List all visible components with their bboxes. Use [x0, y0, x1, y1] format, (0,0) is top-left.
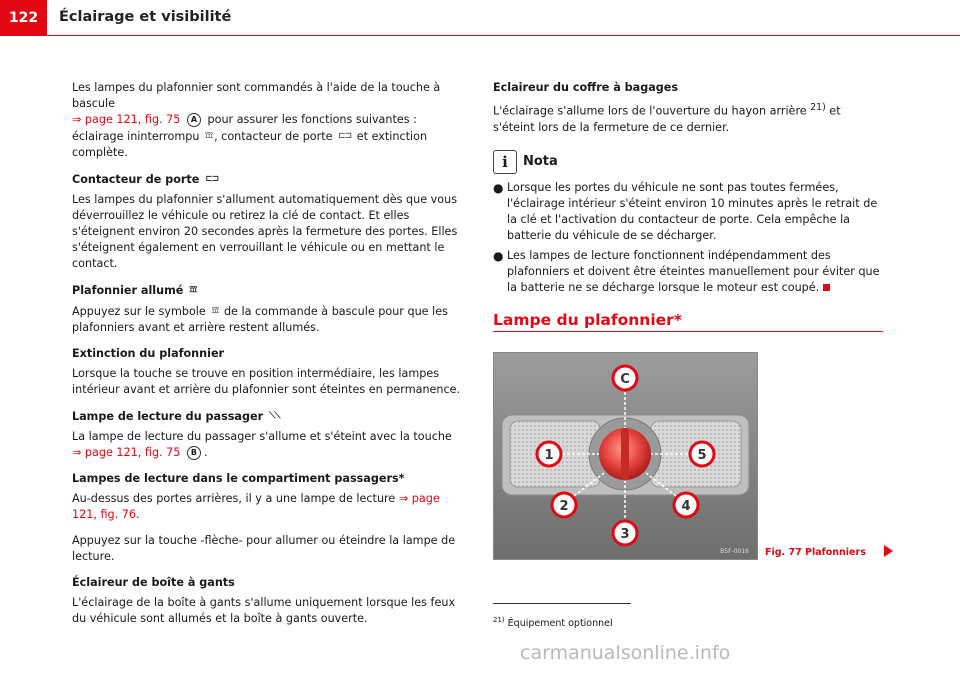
chapter-title: Éclairage et visibilité: [59, 9, 232, 25]
link-page-121-fig-75-b[interactable]: ⇒ page 121, fig. 75: [72, 446, 181, 459]
watermark: carmanualsonline.info: [520, 642, 731, 664]
heading-light-on: Plafonnier allumé ⟟⟟⟟: [72, 284, 197, 297]
ceiling-light-icon: ⟟⟟⟟: [205, 131, 213, 141]
boot-light-text: L'éclairage s'allume lors de l'ouverture du hayon arrière $^{21)}$ et s'éteint lors de la fermeture de ce dernier.: [493, 102, 841, 134]
ceiling-light-icon: ⟟⟟⟟: [189, 285, 197, 295]
next-page-arrow-icon[interactable]: [884, 545, 893, 557]
callout-4: 4: [681, 499, 691, 514]
figure-ceiling-lamp: [493, 352, 758, 560]
light-off-text: Lorsque la touche se trouve en position intermédiaire, les lampes intérieur avant et arrière du plafonnier sont éteintes en permanence.: [72, 367, 461, 396]
section-rule: [493, 331, 883, 332]
rear-reading-text-2: Appuyez sur la touche -flèche- pour allumer ou éteindre la lampe de lecture.: [72, 534, 456, 563]
figure-code: B5F-0016: [720, 548, 749, 555]
nota-bullet: ● Lorsque les portes du véhicule ne sont pas toutes fermées, l'éclairage intérieur s'éteint environ 10 minutes après le retrait de la clé et l'activation du contacteur de porte. Cela empêche la batterie du véhicule de se décharger.: [493, 180, 878, 242]
heading-rear-reading: Lampes de lecture dans le compartiment passagers*: [72, 472, 405, 485]
left-column: [72, 80, 467, 637]
heading-door-contact: Contacteur de porte ⊏⊐: [72, 173, 219, 186]
callout-5: 5: [697, 448, 707, 463]
figure-caption: Fig. 77 Plafonniers: [765, 547, 866, 558]
header-rule: [47, 35, 960, 36]
callout-b: B: [187, 446, 201, 460]
heading-light-off: Extinction du plafonnier: [72, 347, 225, 360]
nota-title: Nota: [523, 153, 558, 169]
callout-2: 2: [559, 499, 569, 514]
callout-a: A: [187, 113, 201, 127]
footnote: $^{21)}$ Équipement optionnel: [493, 616, 613, 630]
passenger-reading-text: La lampe de lecture du passager s'allume et s'éteint avec la touche ⇒ page 121, fig. 75 B .: [72, 430, 452, 459]
heading-passenger-reading: Lampe de lecture du passager ⟍⟍: [72, 410, 280, 423]
page-header: [0, 0, 960, 38]
page-number: 122: [0, 0, 47, 36]
ceiling-light-icon: ⟟⟟⟟: [211, 306, 219, 316]
intro-paragraph: Les lampes du plafonnier sont commandés à l'aide de la touche à bascule ⇒ page 121, fig. 75 A pour assurer les fonctions suivantes : éclairage ininterrompu ⟟⟟⟟ , contacteur de porte ⊏⊐ et extinction complète.: [72, 81, 441, 159]
footnote-rule: [493, 603, 631, 604]
end-of-section-icon: [823, 284, 830, 291]
section-title: Lampe du plafonnier*: [493, 311, 682, 329]
bullet-dot-icon: ●: [493, 248, 504, 263]
link-page-121-fig-75[interactable]: ⇒ page 121, fig. 75: [72, 113, 181, 126]
callout-c: C: [620, 372, 630, 387]
callout-3: 3: [620, 527, 630, 542]
ceiling-lamp-illustration: [494, 353, 757, 559]
heading-boot-light: Eclaireur du coffre à bagages: [493, 81, 679, 94]
info-note-icon: i: [493, 150, 517, 174]
rear-reading-text: Au-dessus des portes arrières, il y a une lampe de lecture ⇒ page 121, fig. 76.: [72, 492, 440, 521]
callout-1: 1: [544, 448, 554, 463]
nota-header: [493, 150, 883, 174]
link-page-121-fig-76[interactable]: ⇒ page 121, fig. 76: [72, 492, 440, 521]
door-contact-text: Les lampes du plafonnier s'allument automatiquement dès que vous déverrouillez le véhicule ou retirez la clé de contact. Et elles s'éteignent environ 20 secondes après la fermeture des portes. Elles s'éteignent également en verrouillant le véhicule ou en mettant le contact.: [72, 193, 458, 270]
nota-bullet: ● Les lampes de lecture fonctionnent indépendamment des plafonniers et doivent être éteintes manuellement pour éviter que la batterie ne se décharge lorsque le moteur est coupé.: [493, 248, 880, 294]
bullet-dot-icon: ●: [493, 180, 504, 195]
heading-glove-box: Éclaireur de boîte à gants: [72, 576, 235, 589]
door-contact-icon: ⊏⊐: [338, 131, 352, 141]
right-column: [493, 80, 883, 300]
glove-box-text: L'éclairage de la boîte à gants s'allume uniquement lorsque les feux du véhicule sont allumés et la boîte à gants ouverte.: [72, 596, 456, 625]
light-on-text: Appuyez sur le symbole ⟟⟟⟟ de la commande à bascule pour que les plafonniers avant et arrière restent allumés.: [72, 305, 448, 334]
footnote-ref: 21): [810, 102, 826, 113]
reading-lamp-icon: ⟍⟍: [269, 411, 280, 421]
door-contact-icon: ⊏⊐: [205, 174, 219, 184]
